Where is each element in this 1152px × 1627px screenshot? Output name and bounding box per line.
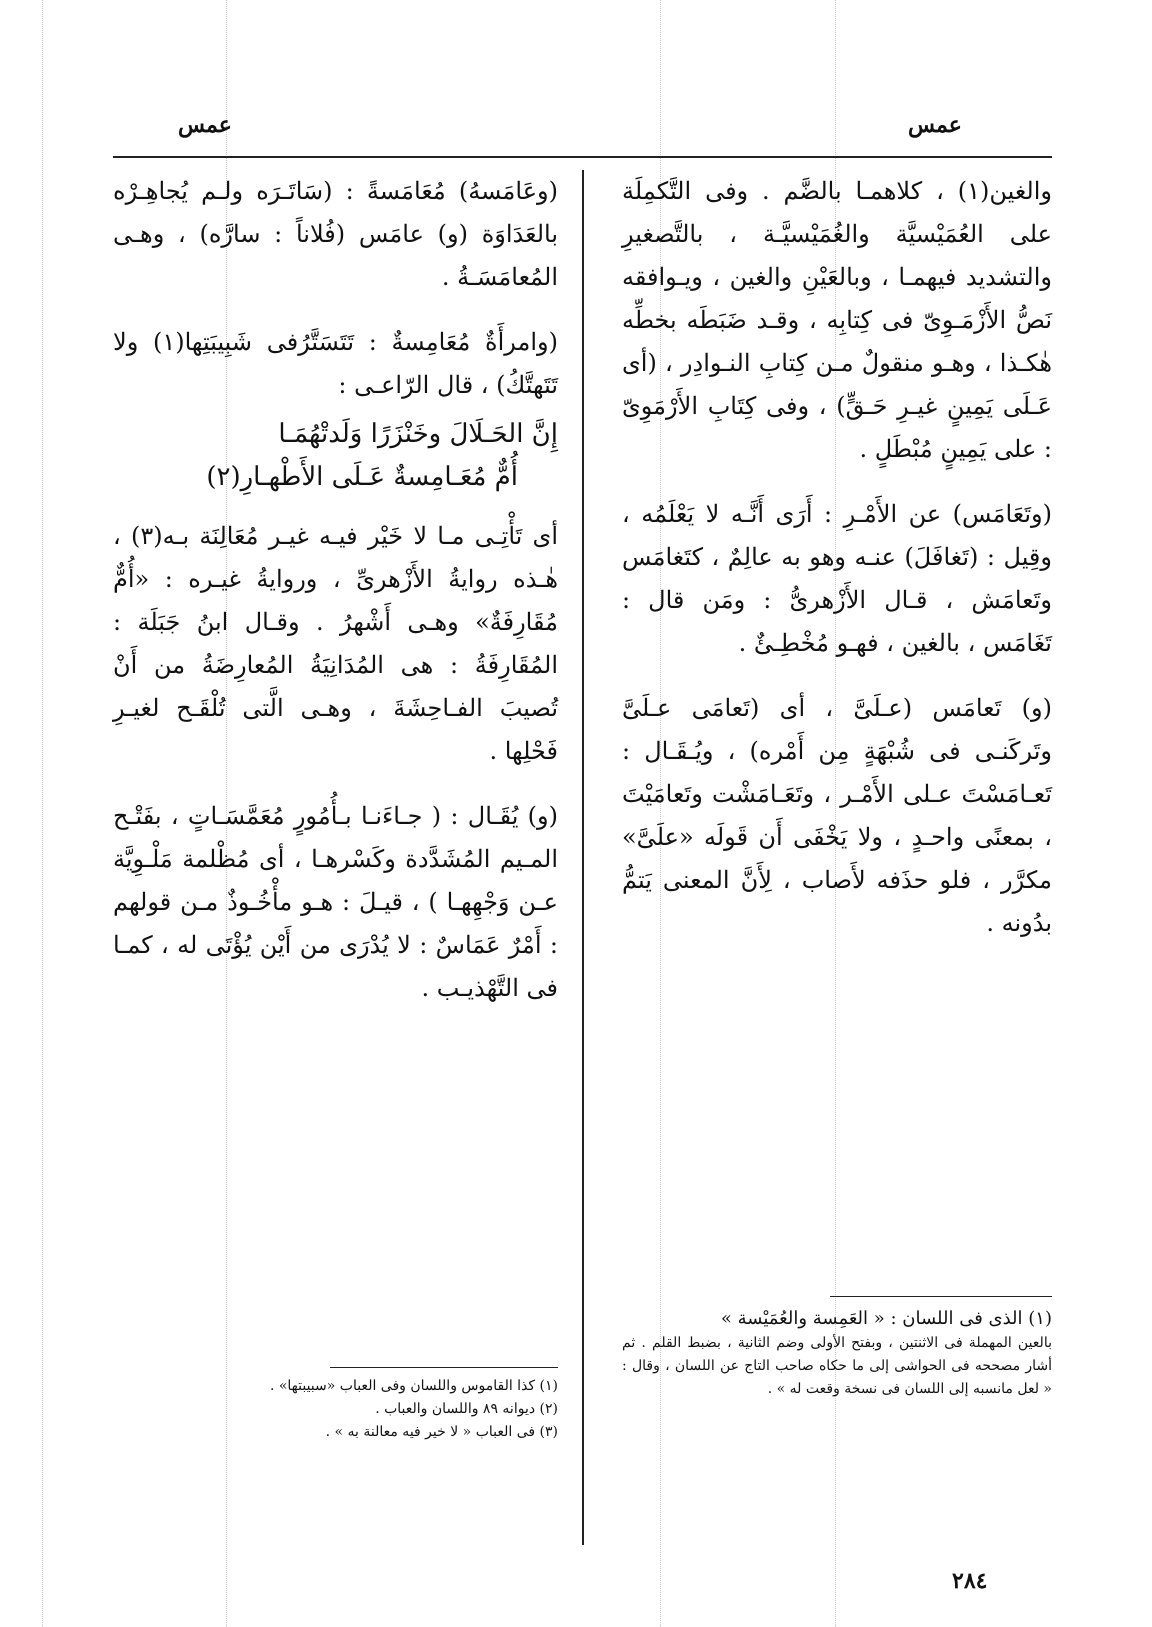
running-header-left: عمس (178, 112, 232, 138)
verse-line: إِنَّ الحَـلَالَ وخَنْزَرًا وَلَدتْهُمَـا (278, 419, 558, 449)
entry-paragraph: أى تَأْتِـى مـا لا خَيْر فيـه غيـر مُعَالِنَة بـه(٣) ، هٰـذه روايةُ الأَزْهرىِّ ، وروايةُ غيـره : «أُمٌّ مُقَارِفَةٌ» وهـى أَشْهرُ . وقـال ابنُ جَبَلَة : المُقَارِفَةُ : هى المُدَانِيَةُ المُعارِضَةُ من أَنْ تُصيبَ الفـاحِشَةَ ، وهـى الَّتى تُلْقَـح لغيـرِ فَحْلِها . (113, 522, 559, 765)
footnote: (٣) فى العباب « لا خير فيه معالنة به » . (325, 1424, 558, 1440)
footnote-divider (830, 1296, 1052, 1297)
scan-guide-line (42, 0, 43, 1627)
entry-paragraph: (وامرأَةٌ مُعَامِسةٌ : تَتَسَتَّرُفى شَبِيبَتِها(١) ولا تَتَهتَّكُ) ، قال الرّاعـى : (113, 328, 558, 399)
entry-paragraph: (و) تَعامَس (عـلَىَّ ، أى (تَعامَى عـلَىَّ وتَركَنـى فى شُبْهَةٍ مِن أَمْره) ، ويُـقَـال : تَعـامَسْتَ عـلى الأَمْـر ، وتَعَـامَشْت وتَعامَيْتَ ، بمعنًى واحـدٍ ، ولا يَخْفَى أَن قَولَه «علَىَّ» مكرَّر ، فلو حذَفه لأَصاب ، لِأَنَّ المعنى يَتمُّ بدُونه . (622, 694, 1052, 937)
right-column (622, 170, 1052, 967)
page-number: ٢٨٤ (952, 1568, 988, 1594)
footnote: (١) الذى فى اللسان : « العَمِسة والعُمَيْسة » (720, 1308, 1052, 1329)
left-column (113, 170, 558, 1032)
entry-paragraph: (وعَامَسهُ) مُعَامَسةً : (سَاتَـرَه ولـم يُجاهِـرْه بالعَدَاوَة (و) عامَس (فُلاناً : سارَّه) ، وهـى المُعامَسَـةُ . (113, 177, 558, 291)
header-divider (113, 156, 1052, 158)
column-divider (582, 170, 584, 1545)
footnote: (٢) ديوانه ٨٩ واللسان والعباب . (375, 1401, 558, 1417)
footnotes-right (622, 1306, 1052, 1401)
footnote: (١) كذا القاموس واللسان وفى العباب «سبيبتها» . (269, 1378, 558, 1394)
entry-paragraph: (و) يُقَـال : ( جـاءَنـا بـأُمُورٍ مُعَمَّسَـاتٍ ، بفَتْـح المـيم المُشَدَّدة وكَسْرهـا ، أى مُظْلمة مَلْـوِيَّة عـن وَجْهِهـا ) ، قيـلَ : هـو مأْخُـوذٌ مـن قولهم : أَمْرٌ عَمَاسٌ : لا يُدْرَى من أَيْن يُؤْتَى له ، كمـا فى التَّهْذيـب . (113, 802, 558, 1002)
footnote-body: بالعين المهملة فى الاثنتين ، وبفتح الأولى وضم الثانية ، بضبط القلم . ثم أشار مصححه فى الحواشى إلى ما حكاه صاحب التاج عن اللسان ، وقال : « لعل مانسبه إلى اللسان فى نسخة وقعت له » . (622, 1335, 1052, 1397)
entry-paragraph: والغين(١) ، كلاهمـا بالضَّم . وفى التَّكمِلَة على العُمَيْسيَّة والغُمَيْسيَّـة ، بالتَّصغيرِ والتشديد فيهمـا ، وبالعَيْنِ والغين ، ويـوافقه نَصُّ الأَزْمَـوِىّ فى كِتابِه ، وقـد ضَبَطَه بخطِّه هٰكـذا ، وهـو منقولٌ مـن كِتابِ النـوادِر ، (أى عَـلَى يَمِينٍ غيـرِ حَـقٍّ) ، وفى كِتَابِ الأَرْمَوِىّ : على يَمِينٍ مُبْطَلٍ . (622, 177, 1052, 463)
footnotes-left (240, 1375, 558, 1444)
entry-paragraph: (وتَعَامَس) عن الأَمْـرِ : أَرَى أَنَّـه لا يَعْلَمُه ، وقِيل : (تَغافَلَ) عنـه وهو به عالِمٌ ، كتَغامَس وتَعامَش ، قـال الأَزْهرىُّ : ومَن قال : تَغَامَس ، بالغين ، فهـو مُخْطِـئٌ . (622, 500, 1052, 657)
footnote-divider (330, 1367, 558, 1368)
running-header-right: عمس (908, 112, 962, 138)
verse-line: أُمٌّ مُعَـامِسةٌ عَـلَى الأَطْهـارِ(٢) (206, 462, 518, 492)
